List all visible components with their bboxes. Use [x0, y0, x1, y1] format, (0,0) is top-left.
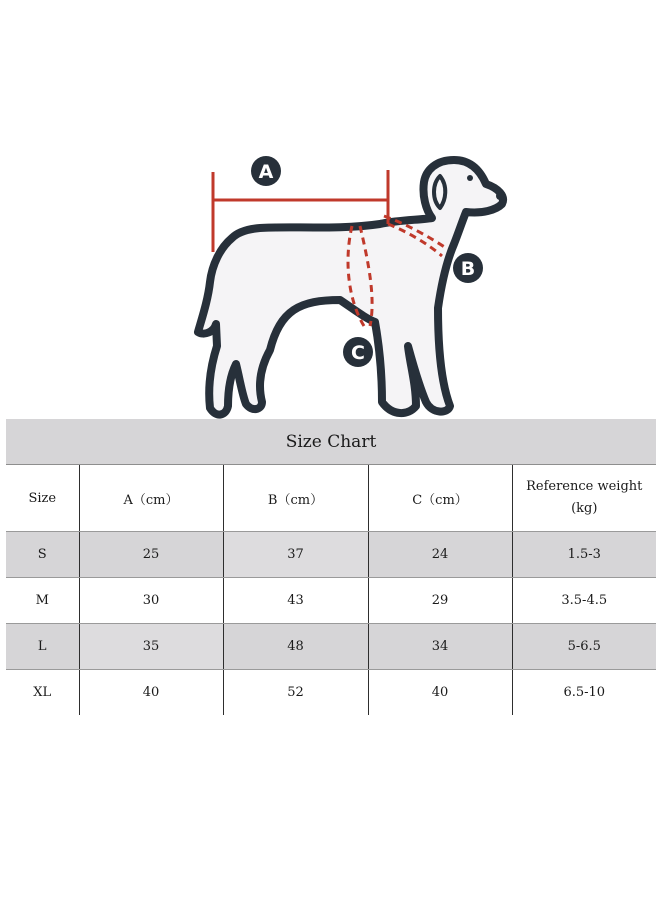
dog-nose — [496, 192, 504, 200]
cell-weight: 5-6.5 — [512, 624, 656, 670]
size-chart-table — [6, 419, 656, 715]
cell-weight: 3.5-4.5 — [512, 578, 656, 624]
cell-b: 37 — [223, 532, 368, 578]
cell-a: 30 — [79, 578, 223, 624]
label-b-badge — [453, 253, 483, 283]
cell-a: 40 — [79, 670, 223, 716]
label-c-badge — [343, 337, 373, 367]
table-row — [6, 670, 656, 716]
table-header-row — [6, 465, 656, 532]
header-a: A（cm） — [79, 465, 223, 532]
label-c-text: C — [351, 342, 365, 364]
cell-size: L — [6, 624, 79, 670]
table-row — [6, 624, 656, 670]
header-size: Size — [6, 465, 79, 532]
cell-weight: 6.5-10 — [512, 670, 656, 716]
cell-c: 40 — [368, 670, 512, 716]
label-b-text: B — [460, 258, 476, 280]
cell-b: 43 — [223, 578, 368, 624]
dog-illustration — [170, 140, 530, 425]
header-weight — [512, 465, 656, 532]
dog-eye — [467, 175, 473, 181]
cell-a: 25 — [79, 532, 223, 578]
table-row — [6, 532, 656, 578]
dog-measurement-diagram — [170, 140, 530, 425]
cell-size: S — [6, 532, 79, 578]
cell-weight: 1.5-3 — [512, 532, 656, 578]
cell-a: 35 — [79, 624, 223, 670]
table-row — [6, 578, 656, 624]
cell-size: M — [6, 578, 79, 624]
cell-c: 24 — [368, 532, 512, 578]
header-b: B（cm） — [223, 465, 368, 532]
cell-c: 29 — [368, 578, 512, 624]
cell-c: 34 — [368, 624, 512, 670]
header-c: C（cm） — [368, 465, 512, 532]
size-chart-title: Size Chart — [6, 419, 656, 465]
label-a-text: A — [258, 161, 274, 183]
size-chart-title-row — [6, 419, 656, 465]
cell-b: 52 — [223, 670, 368, 716]
header-weight-line2: (kg) — [571, 501, 598, 516]
cell-size: XL — [33, 685, 52, 700]
dog-ear — [434, 176, 445, 208]
header-weight-line1: Reference weight — [526, 479, 643, 494]
cell-b: 48 — [223, 624, 368, 670]
label-a-badge — [251, 156, 281, 186]
